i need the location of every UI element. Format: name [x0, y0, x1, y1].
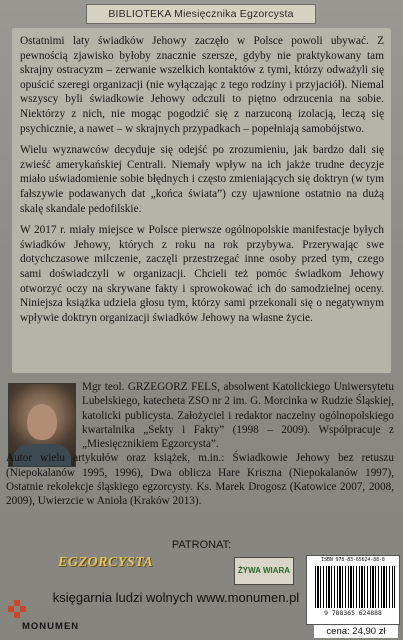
publisher-name: MONUMEN [22, 621, 80, 632]
paragraph: Ostatnimi laty świadków Jehowy zaczęło w Polsce powoli ubywać. Z pewnością zjawisko byłoby znacznie szersze, gdyby nie praktykowany tam skrajny ostracyzm – zerwanie wszelkich kontaktów z tymi, którzy odważyli się opuścić szeregi organizacji (nie wyłączając z tego rodziny i przyjaciół). Niemal wszyscy byli świadkowie Jehowy odczuli to piętno odrzucenia na sobie. Niektórzy z nich, nie mogąc pogodzić się z narzuconą izolacją, leczą się psychicznie, a nawet – w skrajnych przypadkach – popełniają samobójstwo. [20, 35, 384, 135]
author-face [27, 404, 57, 440]
barcode-number: 9 788365 624888 [324, 609, 382, 617]
patronage-label: PATRONAT: [171, 539, 232, 551]
paragraph: Wielu wyznawców decyduje się odejść po zrozumieniu, jak bardzo dali się zwieść amerykańskiej Centrali. Niemały wpływ na ich jakże trudne decyzje miało uświadomienie sobie błędnych i często zmieniających się doktryn (w tym fałszywie podawanych dat „końca świata”) czy ujawnione ostatnio na dużą skalę skandale pedofilskie. [20, 144, 384, 215]
isbn-text: ISBN 978-83-65624-88-8 [321, 558, 385, 563]
bookstore-url: księgarnia ludzi wolnych www.monumen.pl [52, 590, 300, 605]
isbn-barcode [306, 555, 400, 625]
description-text [20, 34, 384, 332]
series-banner: BIBLIOTEKA Miesięcznika Egzorcysta [86, 4, 316, 24]
price-label: cena: 24,90 zł [314, 625, 398, 638]
bio-continued: Autor wielu artykułów oraz książek, m.in.: Świadkowie Jehowy bez retuszu (Niepokalanów 1995, 1996), Dwa oblicza Hare Kriszna (Niepokalanów 1997), Ostatnie rekolekcje śląskiego egzorcysty. Ks. Marek Drogosz (Katowice 2007, 2008, 2009), Uwierzcie w Anioła (Kraków 2013). [6, 452, 394, 508]
paragraph: W 2017 r. miały miejsce w Polsce pierwsze ogólnopolskie manifestacje byłych świadków Jehowy, których z roku na rok przybywa. Przerywając swe dotychczasowe milczenie, zaczęli przestrzegać inne osoby przed tym, czego sami doświadczyli w organizacji. Chcieli też pomóc świadkom Jehowy otworzyć oczy na skrywane fakty i sprowokować ich do samodzielnej oceny. Niniejsza książka udziela głosu tym, którzy sami przekonali się o negatywnym wpływie doktryn organizacji świadków Jehowy na własne życie. [20, 224, 384, 324]
egzorcysta-logo: EGZORCYSTA [58, 555, 154, 570]
author-bio [6, 380, 394, 509]
zywa-wiara-logo: ŻYWA WIARA [234, 557, 294, 585]
monumen-logo-icon [6, 598, 28, 620]
bio-text: Mgr teol. GRZEGORZ FELS, absolwent Katolickiego Uniwersytetu Lubelskiego, katecheta ZSO nr 2 im. G. Morcinka w Rudzie Śląskiej, katolicki publicysta. Założyciel i redaktor naczelny ogólnopolskiego kwartalnika „Sekty i Fakty” (1998 – 2009). Współpracuje z „Miesięcznikiem Egzorcysta”. [82, 381, 394, 451]
barcode-bars [315, 566, 395, 608]
